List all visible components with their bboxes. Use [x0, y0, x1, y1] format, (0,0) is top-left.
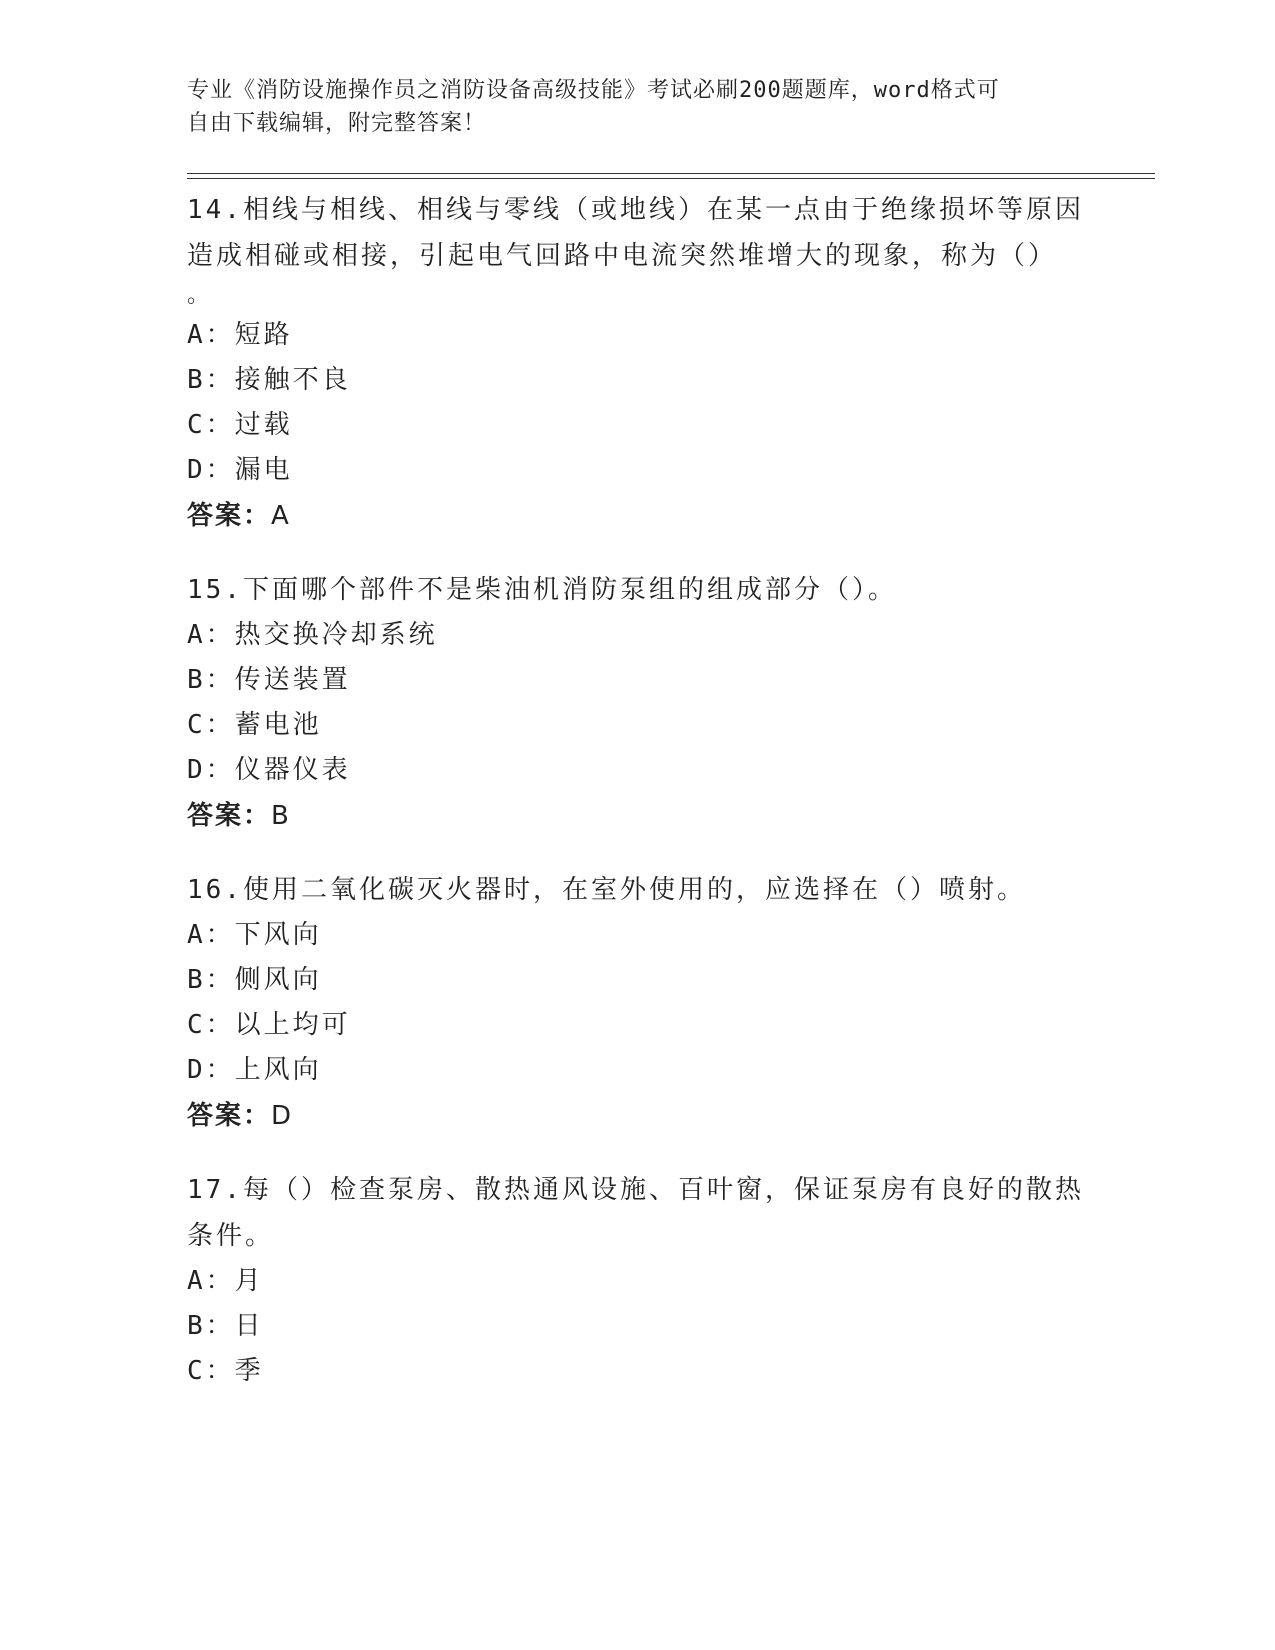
question-stem-line: 16.使用二氧化碳灭火器时，在室外使用的，应选择在（）喷射。	[187, 875, 1026, 905]
question-stem-line: 造成相碰或相接，引起电气回路中电流突然堆增大的现象，称为（）	[187, 241, 1058, 271]
question-14	[187, 187, 1087, 539]
document-header	[187, 74, 1067, 140]
option-a: A：下风向	[187, 920, 322, 950]
answer-value: B	[271, 801, 291, 831]
header-line-1: 专业《消防设施操作员之消防设备高级技能》考试必刷200题题库，word格式可	[187, 78, 1000, 103]
option-c: C：蓄电池	[187, 710, 322, 740]
question-16	[187, 867, 1087, 1139]
answer-label: 答案：	[187, 501, 272, 531]
option-d: D：漏电	[187, 455, 293, 485]
answer-line	[187, 793, 1087, 839]
answer-label: 答案：	[187, 1101, 272, 1131]
question-list	[187, 187, 1087, 1394]
option-a: A：热交换冷却系统	[187, 620, 438, 650]
option-a: A：月	[187, 1266, 264, 1296]
answer-label: 答案：	[187, 801, 272, 831]
option-a: A：短路	[187, 320, 293, 350]
header-line-2: 自由下载编辑，附完整答案！	[187, 111, 487, 136]
question-15	[187, 567, 1087, 839]
header-divider-bottom	[187, 178, 1155, 179]
option-d: D：仪器仪表	[187, 755, 351, 785]
question-stem-line: 15.下面哪个部件不是柴油机消防泵组的组成部分（）。	[187, 575, 897, 605]
option-c: C：季	[187, 1356, 264, 1386]
option-b: B：侧风向	[187, 965, 322, 995]
answer-line	[187, 493, 1087, 539]
answer-line	[187, 1093, 1087, 1139]
question-stem-line: 条件。	[187, 1221, 275, 1251]
option-d: D：上风向	[187, 1055, 322, 1085]
question-stem-tail: 。	[187, 283, 211, 308]
question-stem-line: 14.相线与相线、相线与零线（或地线）在某一点由于绝缘损坏等原因	[187, 195, 1084, 225]
option-b: B：传送装置	[187, 665, 351, 695]
answer-value: D	[271, 1101, 294, 1131]
answer-value: A	[271, 501, 291, 531]
question-17	[187, 1167, 1087, 1394]
option-b: B：接触不良	[187, 365, 351, 395]
option-c: C：过载	[187, 410, 293, 440]
header-divider-top	[187, 173, 1155, 174]
question-stem-line: 17.每（）检查泵房、散热通风设施、百叶窗，保证泵房有良好的散热	[187, 1175, 1084, 1205]
option-c: C：以上均可	[187, 1010, 351, 1040]
option-b: B：日	[187, 1311, 264, 1341]
